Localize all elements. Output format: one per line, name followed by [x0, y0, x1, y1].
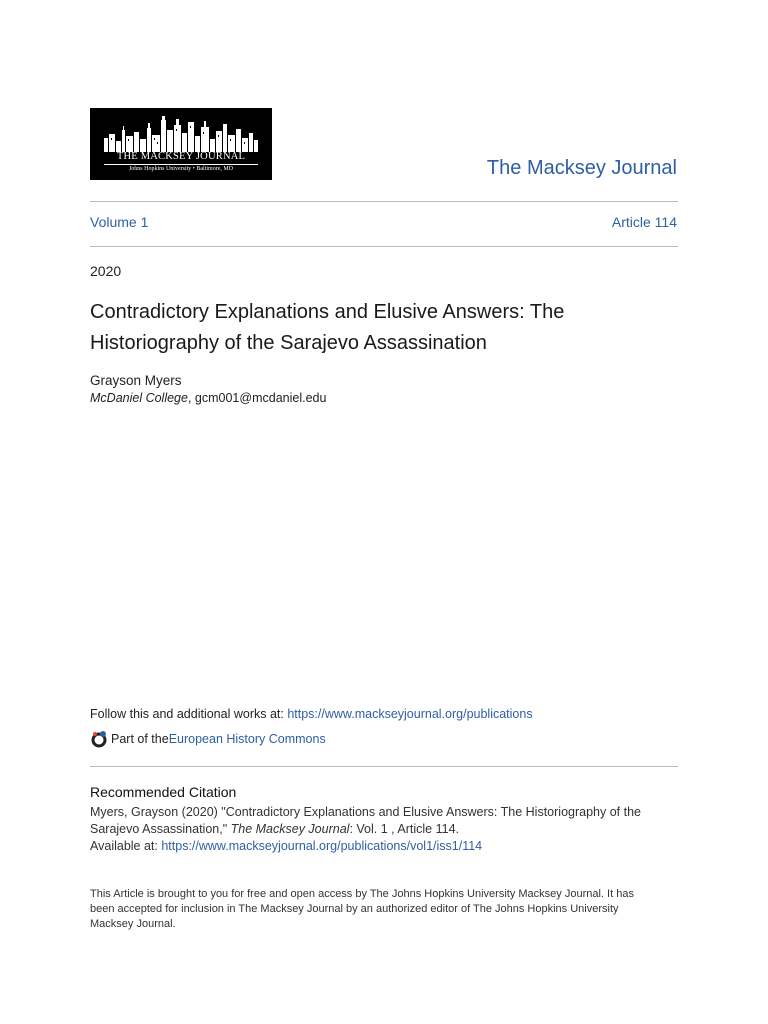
logo-title: THE MACKSEY JOURNAL	[116, 151, 246, 162]
commons-network-icon	[90, 730, 108, 748]
author-affiliation	[90, 391, 326, 405]
recommended-citation-heading: Recommended Citation	[90, 784, 237, 800]
citation-block	[90, 804, 680, 855]
european-history-commons-link[interactable]: European History Commons	[168, 732, 326, 746]
journal-logo	[90, 108, 272, 180]
logo-subtitle: Johns Hopkins University • Baltimore, MD	[128, 166, 234, 172]
open-access-notice: This Article is brought to you for free and open access by The Johns Hopkins University Macksey Journal. It has been accepted for inclusion in The Macksey Journal by an authorized editor of The Johns Hopkins University Macksey Journal.	[90, 888, 634, 930]
publications-link[interactable]: https://www.mackseyjournal.org/publications	[287, 707, 533, 721]
follow-text: Follow this and additional works at:	[90, 707, 288, 721]
part-of-text: Part of the	[111, 732, 169, 746]
author-institution: McDaniel College	[90, 391, 188, 405]
logo-divider	[104, 164, 258, 165]
citation-text: Myers, Grayson (2020) "Contradictory Explanations and Elusive Answers: The Historiography of the Sarajevo Assassination,"	[90, 805, 641, 836]
author-email: , gcm001@mcdaniel.edu	[187, 391, 327, 405]
footer-divider	[90, 766, 678, 767]
citation-volume: : Vol. 1 , Article 114.	[349, 822, 459, 836]
part-of-line	[90, 730, 326, 748]
header-divider-top	[90, 201, 678, 202]
article-link[interactable]: Article 114	[611, 214, 677, 230]
article-url-link[interactable]: https://www.mackseyjournal.org/publications/vol1/iss1/114	[161, 839, 483, 853]
article-title: Contradictory Explanations and Elusive Answers: The Historiography of the Sarajevo Assassination	[90, 301, 565, 354]
available-at-text: Available at:	[90, 839, 162, 853]
citation-journal: The Macksey Journal	[230, 822, 350, 836]
author-name: Grayson Myers	[90, 373, 182, 388]
header-divider-bottom	[90, 246, 678, 247]
follow-line	[90, 707, 533, 721]
publication-year: 2020	[90, 263, 122, 279]
journal-name-link[interactable]: The Macksey Journal	[486, 157, 677, 179]
volume-link[interactable]: Volume 1	[90, 214, 149, 230]
